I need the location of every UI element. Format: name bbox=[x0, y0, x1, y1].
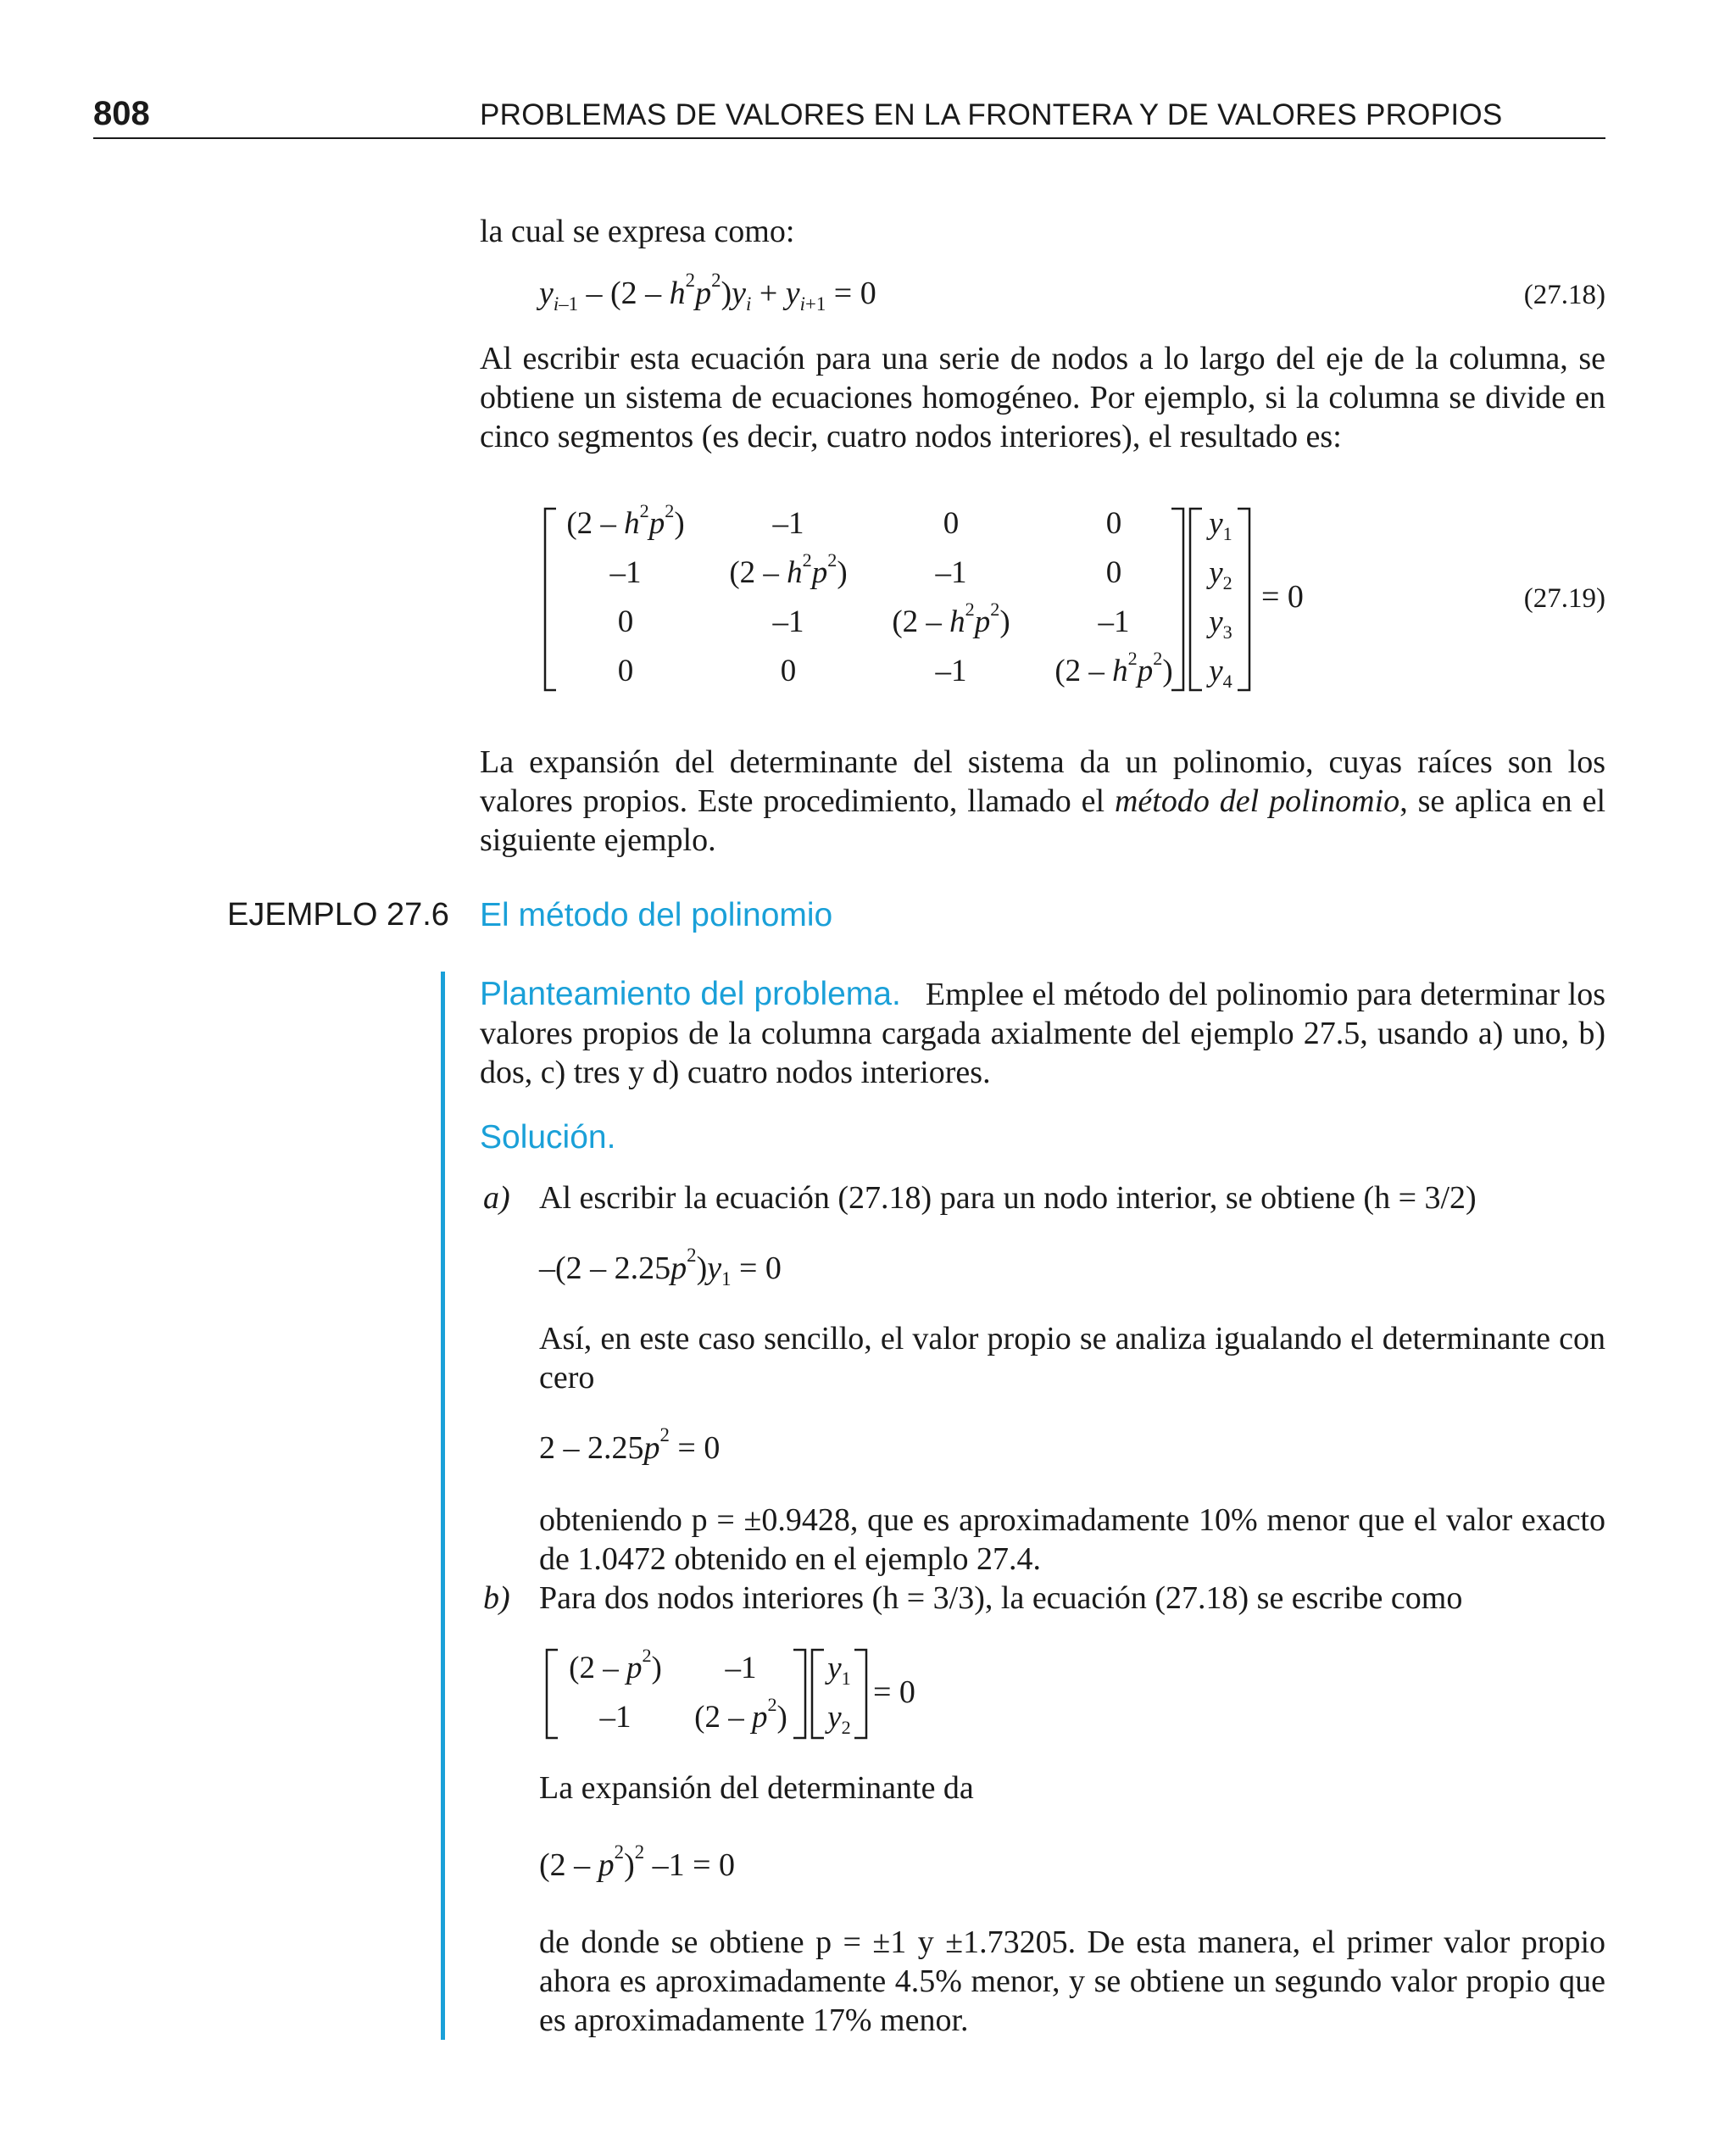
part-a-paragraph-2: Así, en este caso sencillo, el valor propio se analiza igualando el determinante con cero bbox=[539, 1321, 1605, 1395]
equation-27-18: $y_{i-1} - (2 - h^2p^2)y_i + y_{i+1} = 0$ bbox=[539, 270, 876, 315]
matrix4-cell-r4-c2: 0 bbox=[780, 654, 797, 688]
example-title: El método del polinomio bbox=[480, 897, 833, 933]
matrix4-cell-r2-c1: –1 bbox=[609, 555, 642, 590]
page-number: 808 bbox=[93, 95, 150, 132]
example-label: EJEMPLO 27.6 bbox=[227, 897, 449, 933]
matrix4-cell-r4-c1: 0 bbox=[617, 654, 634, 688]
equation-a1: $-(2 - 2.25p^2)y_1 = 0$ bbox=[539, 1245, 782, 1289]
equation-a2: $2 - 2.25p^2 = 0$ bbox=[539, 1424, 721, 1466]
problem-statement bbox=[480, 975, 1605, 1092]
matrix2-rhs: = 0 bbox=[873, 1674, 915, 1710]
matrix4-cell-r1-c2: –1 bbox=[772, 506, 804, 541]
problem-heading: Planteamiento del problema. bbox=[480, 976, 901, 1012]
matrix4-cell-r2-c4: 0 bbox=[1105, 555, 1122, 590]
intro-paragraph: Al escribir esta ecuación para una serie de nodos a lo largo del eje de la columna, se obtiene un sistema de ecuaciones homogéneo. Por ejemplo, si la columna se divide en cinco segmentos (es decir, cuatro nodos interiores), el resultado es: bbox=[480, 341, 1605, 454]
part-b-paragraph-2: La expansión del determinante da bbox=[539, 1770, 974, 1806]
matrix4-cell-r3-c4: –1 bbox=[1098, 604, 1130, 639]
matrix4-vector-entry-4: $y_4$ bbox=[1209, 654, 1232, 692]
matrix4-cell-r1-c4: 0 bbox=[1105, 506, 1122, 541]
vector-right-bracket bbox=[1236, 507, 1255, 692]
polynomial-paragraph bbox=[480, 743, 1605, 860]
solution-heading: Solución. bbox=[480, 1119, 616, 1156]
matrix2-cell-r1-c1: $(2 - p^2)$ bbox=[569, 1645, 662, 1685]
matrix4-cell-r3-c1: 0 bbox=[617, 604, 634, 639]
vector2-right-bracket bbox=[853, 1648, 871, 1740]
matrix2-cell-r2-c1: –1 bbox=[599, 1700, 632, 1735]
part-b-text: Para dos nodos interiores (h = 3/3), la ecuación (27.18) se escribe como bbox=[539, 1580, 1463, 1616]
vector2-left-bracket bbox=[809, 1648, 827, 1740]
matrix2-vector-entry-1: $y_1$ bbox=[827, 1651, 851, 1689]
header-rule bbox=[93, 137, 1605, 139]
matrix2-cell-r2-c2: $(2 - p^2)$ bbox=[694, 1694, 787, 1735]
polynomial-paragraph-b: , se aplica en el siguiente ejemplo. bbox=[480, 783, 1605, 858]
matrix4-vector-entry-3: $y_3$ bbox=[1209, 604, 1232, 643]
part-b-label: b) bbox=[483, 1580, 510, 1616]
part-a-text: Al escribir la ecuación (27.18) para un nodo interior, se obtiene (h = 3/2) bbox=[539, 1180, 1477, 1216]
part-b-paragraph-3: de donde se obtiene p = ±1 y ±1.73205. De esta manera, el primer valor propio ahora es aproximadamente 4.5% menor, y se obtiene un segundo valor propio que es aproximadamente 17% menor. bbox=[539, 1924, 1605, 2038]
example-side-bar bbox=[441, 972, 445, 2040]
part-a-label: a) bbox=[483, 1180, 510, 1216]
matrix4-cell-r4-c4: $(2 - h^2p^2)$ bbox=[1054, 648, 1173, 688]
matrix2-right-bracket bbox=[792, 1648, 809, 1740]
matrix2-left-bracket bbox=[544, 1648, 561, 1740]
polynomial-method-term: método del polinomio bbox=[1114, 783, 1400, 819]
matrix-right-bracket bbox=[1170, 507, 1187, 692]
polynomial-paragraph-a: La expansión del determinante del sistema da un polinomio, cuyas raíces son los valores propios. Este procedimiento, llamado el bbox=[480, 744, 1605, 819]
matrix4-vector-entry-2: $y_2$ bbox=[1209, 555, 1232, 593]
matrix4-cell-r1-c3: 0 bbox=[943, 506, 960, 541]
problem-text: Emplee el método del polinomio para determinar los valores propios de la columna cargada axialmente del ejemplo 27.5, usando a) uno, b) dos, c) tres y d) cuatro nodos interiores. bbox=[480, 977, 1606, 1090]
matrix4-cell-r2-c3: –1 bbox=[935, 555, 967, 590]
equation-number-27-18: (27.18) bbox=[1523, 280, 1605, 310]
running-title: PROBLEMAS DE VALORES EN LA FRONTERA Y DE VALORES PROPIOS bbox=[480, 98, 1503, 131]
matrix-left-bracket bbox=[542, 507, 559, 692]
matrix4-cell-r3-c2: –1 bbox=[772, 604, 804, 639]
intro-line: la cual se expresa como: bbox=[480, 214, 795, 249]
matrix4-cell-r3-c3: $(2 - h^2p^2)$ bbox=[892, 599, 1010, 639]
matrix-rhs: = 0 bbox=[1261, 579, 1304, 615]
matrix4-vector-entry-1: $y_1$ bbox=[1209, 506, 1232, 544]
matrix2-cell-r1-c2: –1 bbox=[725, 1651, 757, 1685]
equation-number-27-19: (27.19) bbox=[1523, 583, 1605, 614]
matrix4-cell-r4-c3: –1 bbox=[935, 654, 967, 688]
matrix4-cell-r2-c2: $(2 - h^2p^2)$ bbox=[729, 549, 848, 590]
matrix2-vector-entry-2: $y_2$ bbox=[827, 1700, 851, 1738]
matrix4-cell-r1-c1: $(2 - h^2p^2)$ bbox=[566, 500, 685, 541]
vector-left-bracket bbox=[1187, 507, 1205, 692]
part-a-paragraph-3: obteniendo p = ±0.9428, que es aproximadamente 10% menor que el valor exacto de 1.0472 obtenido en el ejemplo 27.4. bbox=[539, 1502, 1605, 1577]
equation-b2: $(2 - p^2)^2$ –1 = 0 bbox=[539, 1841, 736, 1883]
